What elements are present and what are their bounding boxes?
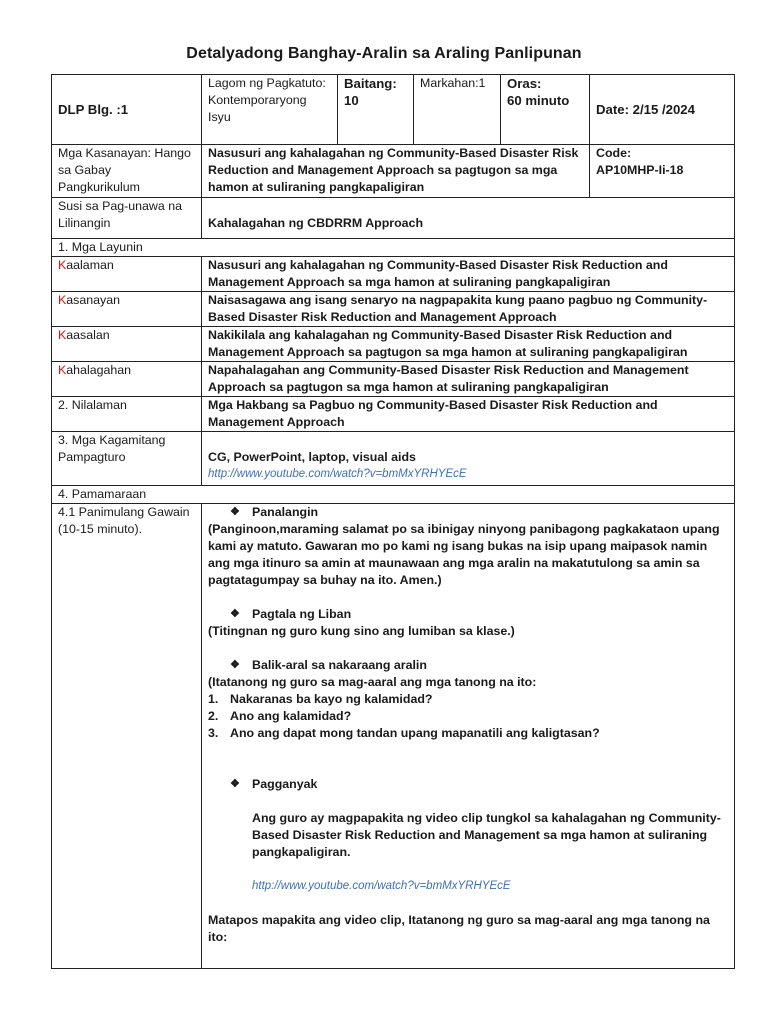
- question-item: 3. Ano ang dapat mong tandan upang mapanatili ang kaligtasan?: [208, 726, 600, 740]
- dlp-number: DLP Blg. :1: [52, 75, 202, 145]
- initial-letter: K: [58, 363, 67, 377]
- nilalaman-text: Mga Hakbang sa Pagbuo ng Community-Based Disaster Risk Reduction and Management Approach: [202, 397, 735, 432]
- code-value: AP10MHP-Ii-18: [596, 163, 684, 177]
- layunin-row: [52, 362, 735, 397]
- pagganyak-item: [208, 776, 724, 793]
- panalangin-text: (Panginoon,maraming salamat po sa ibinigay ninyong panibagong pagkakataon upang kami ay matuto. Gawaran mo po kami ng isang bukas na isip upang maipasok namin ang mga itinuro sa amin at maunawaan ang mga aralin na makatutulong sa amin sa pagtatagumpay sa buhay na ito. Amen.): [208, 522, 720, 587]
- layunin-label-kasanayan: Kasanayan: [52, 292, 202, 327]
- nilalaman-label: 2. Nilalaman: [52, 397, 202, 432]
- matapos-text: Matapos mapakita ang video clip, Itatanong ng guro sa mag-aaral ang mga tanong na ito:: [208, 913, 710, 944]
- code-label: Code:: [596, 146, 632, 160]
- pagganyak-text: Ang guro ay magpapakita ng video clip tungkol sa kahalagahan ng Community-Based Disaster Risk Reduction and Management sa mga hamon at suliraning pangkapaligiran.: [252, 811, 721, 859]
- pagganyak-title: Pagganyak: [252, 777, 318, 791]
- kasanayan-text: Nasusuri ang kahalagahan ng Community-Based Disaster Risk Reduction and Management Approach sa pagtugon sa mga hamon at suliraning pangkapaligiran: [202, 145, 590, 198]
- initial-letter: K: [58, 293, 67, 307]
- diamond-bullet-icon: ❖: [230, 778, 240, 790]
- initial-letter: K: [58, 258, 67, 272]
- header-row: [52, 75, 735, 145]
- layunin-heading: 1. Mga Layunin: [52, 239, 735, 257]
- balik-aral-title: Balik-aral sa nakaraang aralin: [252, 658, 427, 672]
- layunin-text-kahalagahan: Napahalagahan ang Community-Based Disaster Risk Reduction and Management Approach sa pagtugon sa mga hamon at suliraning pangkapaligiran: [202, 362, 735, 397]
- date: Date: 2/15 /2024: [590, 75, 735, 145]
- panimulang-gawain-row: [52, 504, 735, 969]
- balik-aral-questions: [208, 691, 724, 742]
- pagtala-item: [208, 606, 724, 623]
- balik-aral-item: [208, 657, 724, 674]
- initial-letter: K: [58, 328, 67, 342]
- kasanayan-label: Mga Kasanayan: Hango sa Gabay Pangkurikulum: [52, 145, 202, 198]
- kagamitan-label: 3. Mga Kagamitang Pampagturo: [52, 432, 202, 486]
- pagtala-text: (Titingnan ng guro kung sino ang lumiban sa klase.): [208, 624, 515, 638]
- baitang-label: Baitang:: [344, 76, 397, 91]
- layunin-text-kaalaman: Nasusuri ang kahalagahan ng Community-Based Disaster Risk Reduction and Management Approach sa mga hamon at suliraning pangkapaligiran: [202, 257, 735, 292]
- nilalaman-row: [52, 397, 735, 432]
- susi-label: Susi sa Pag-unawa na Lilinangin: [52, 198, 202, 239]
- question-item: 2. Ano ang kalamidad?: [208, 709, 352, 723]
- panimulang-gawain-content: [202, 504, 735, 969]
- document-title: Detalyadong Banghay-Aralin sa Araling Panlipunan: [186, 45, 582, 62]
- lesson-plan-table: [51, 74, 735, 969]
- diamond-bullet-icon: ❖: [230, 608, 240, 620]
- oras-cell: [501, 75, 590, 145]
- layunin-heading-row: [52, 239, 735, 257]
- panimulang-gawain-label: 4.1 Panimulang Gawain (10-15 minuto).: [52, 504, 202, 969]
- layunin-row: [52, 327, 735, 362]
- kagamitan-row: [52, 432, 735, 486]
- layunin-label-kaalaman: Kaalaman: [52, 257, 202, 292]
- diamond-bullet-icon: ❖: [230, 506, 240, 518]
- susi-row: [52, 198, 735, 239]
- layunin-label-kaasalan: Kaasalan: [52, 327, 202, 362]
- kagamitan-text: CG, PowerPoint, laptop, visual aids: [208, 450, 416, 464]
- layunin-text-kasanayan: Naisasagawa ang isang senaryo na nagpapakita kung paano pagbuo ng Community-Based Disaster Risk Reduction and Management Approach: [202, 292, 735, 327]
- baitang-cell: [338, 75, 414, 145]
- layunin-label-kahalagahan: Kahalagahan: [52, 362, 202, 397]
- pamamaraan-heading-row: [52, 486, 735, 504]
- code-cell: [590, 145, 735, 198]
- diamond-bullet-icon: ❖: [230, 659, 240, 671]
- kagamitan-cell: [202, 432, 735, 486]
- panalangin-item: [208, 504, 724, 521]
- pamamaraan-heading: 4. Pamamaraan: [52, 486, 735, 504]
- oras-label: Oras:: [507, 76, 542, 91]
- baitang-value: 10: [344, 93, 359, 108]
- susi-text: Kahalagahan ng CBDRRM Approach: [202, 198, 735, 239]
- pagganyak-video-link[interactable]: http://www.youtube.com/watch?v=bmMxYRHYEcE: [252, 880, 511, 892]
- panalangin-title: Panalangin: [252, 505, 319, 519]
- balik-aral-intro: (Itatanong ng guro sa mag-aaral ang mga tanong na ito:: [208, 675, 537, 689]
- kagamitan-video-link[interactable]: http://www.youtube.com/watch?v=bmMxYRHYEcE: [208, 468, 467, 480]
- layunin-text-kaasalan: Nakikilala ang kahalagahan ng Community-Based Disaster Risk Reduction and Management Approach sa pagtugon sa mga hamon at suliraning pangkapaligiran: [202, 327, 735, 362]
- layunin-row: [52, 257, 735, 292]
- oras-value: 60 minuto: [507, 93, 570, 108]
- layunin-row: [52, 292, 735, 327]
- lagom-ng-pagkatuto: Lagom ng Pagkatuto: Kontemporaryong Isyu: [202, 75, 338, 145]
- question-item: 1. Nakaranas ba kayo ng kalamidad?: [208, 692, 433, 706]
- pagtala-title: Pagtala ng Liban: [252, 607, 352, 621]
- markahan: Markahan:1: [414, 75, 501, 145]
- kasanayan-row: [52, 145, 735, 198]
